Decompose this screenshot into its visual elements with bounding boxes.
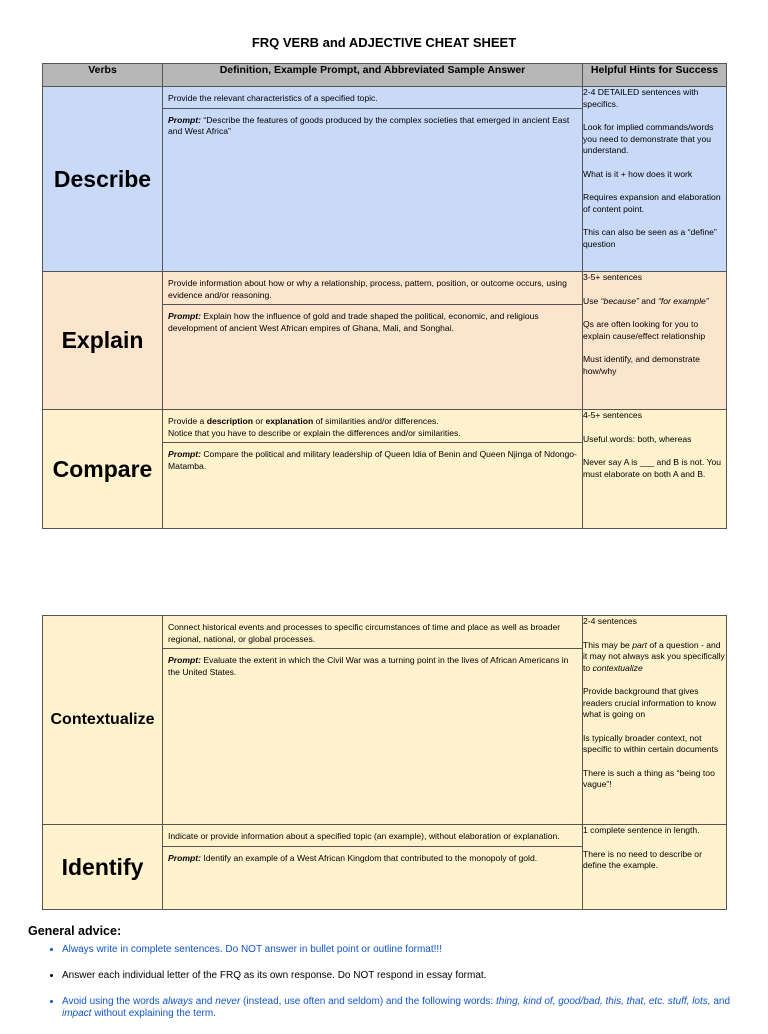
row-compare bbox=[43, 410, 727, 529]
header-hints: Helpful Hints for Success bbox=[583, 64, 727, 87]
hint-compare-1: 4-5+ sentences bbox=[583, 410, 643, 420]
hint-identify-2: There is no need to describe or define the example. bbox=[583, 848, 702, 870]
advice-list bbox=[28, 944, 748, 1020]
advice-text: and bbox=[710, 996, 731, 1007]
hints-identify bbox=[583, 825, 727, 910]
hint-identify-1: 1 complete sentence in length. bbox=[583, 825, 700, 835]
prompt-text-identify: Identify an example of a West African Kingdom that contributed to the monopoly of gold. bbox=[203, 852, 538, 863]
def-text: of similarities and/or differences. bbox=[313, 416, 439, 426]
header-verbs: Verbs bbox=[43, 64, 163, 87]
hint-for-example: “for example” bbox=[658, 295, 709, 306]
hint-text: of a question - and it may not always ask you specifically to bbox=[583, 639, 725, 673]
hints-describe bbox=[583, 87, 727, 272]
prompt-describe bbox=[163, 109, 582, 141]
row-explain bbox=[43, 272, 727, 410]
prompt-identify bbox=[163, 847, 582, 868]
def-text: or bbox=[253, 416, 266, 426]
prompt-text-describe: “Describe the features of goods produced by the complex societies that emerged in ancient East and West Africa” bbox=[168, 114, 570, 136]
hint-text: This may be bbox=[583, 639, 633, 650]
hint-compare-3: Never say A is ___ and B is not. You must elaborate on both A and B. bbox=[583, 457, 722, 479]
prompt-text-compare: Compare the political and military leadership of Queen Idia of Benin and Queen Njinga of Ndongo-Matamba. bbox=[168, 449, 577, 471]
hint-text: Use bbox=[583, 295, 601, 306]
hint-describe-4: Requires expansion and elaboration of content point. bbox=[583, 192, 721, 214]
hint-explain-3: Qs are often looking for you to explain cause/effect relationship bbox=[583, 319, 706, 341]
header-definition: Definition, Example Prompt, and Abbreviated Sample Answer bbox=[163, 64, 583, 87]
hints-compare bbox=[583, 410, 727, 529]
row-identify bbox=[43, 825, 727, 910]
prompt-contextualize bbox=[163, 649, 582, 681]
prompt-text-explain: Explain how the influence of gold and trade shaped the political, economic, and religious development of ancient West African empires of Ghana, Mali, and Songhai. bbox=[168, 311, 539, 333]
advice-text: (instead, use often and seldom) and the following words: bbox=[240, 996, 496, 1007]
advice-text: without explaining the term. bbox=[91, 1008, 216, 1019]
hint-part: part bbox=[632, 639, 648, 650]
hint-contextualize-2 bbox=[583, 640, 726, 675]
advice-heading: General advice: bbox=[28, 924, 122, 938]
hint-describe-3: What is it + how does it work bbox=[583, 168, 693, 179]
def-bold-explanation: explanation bbox=[265, 416, 314, 426]
advice-text: Avoid using the words bbox=[62, 996, 163, 1007]
advice-word-never: never bbox=[215, 996, 241, 1007]
prompt-label: Prompt: bbox=[168, 449, 201, 459]
hint-describe-2: Look for implied commands/words you need to demonstrate that you understand. bbox=[583, 122, 714, 155]
hints-contextualize bbox=[583, 616, 727, 825]
definition-cell-identify bbox=[163, 825, 583, 910]
advice-word-impact: impact bbox=[62, 1008, 92, 1019]
prompt-text-contextualize: Evaluate the extent in which the Civil War was a turning point in the lives of African Americans in the United States. bbox=[168, 655, 569, 677]
definition-describe: Provide the relevant characteristics of a specified topic. bbox=[163, 87, 582, 109]
definition-cell-compare bbox=[163, 410, 583, 529]
prompt-compare bbox=[163, 443, 582, 475]
verb-table-1 bbox=[42, 63, 727, 529]
prompt-label: Prompt: bbox=[168, 852, 201, 863]
hints-explain bbox=[583, 272, 727, 410]
advice-word-always: always bbox=[162, 996, 194, 1007]
row-contextualize bbox=[43, 616, 727, 825]
verb-compare: Compare bbox=[43, 410, 163, 529]
hint-contextualize-5: There is such a thing as “being too vague”! bbox=[583, 767, 715, 789]
verb-describe: Describe bbox=[43, 87, 163, 272]
advice-text: and bbox=[193, 996, 216, 1007]
def-bold-description: description bbox=[206, 416, 254, 426]
verb-contextualize: Contextualize bbox=[43, 616, 163, 825]
hint-contextualize-word: contextualize bbox=[592, 662, 643, 673]
page-title: FRQ VERB and ADJECTIVE CHEAT SHEET bbox=[251, 35, 517, 50]
hint-describe-1: 2-4 DETAILED sentences with specifics. bbox=[583, 87, 699, 109]
definition-cell-contextualize bbox=[163, 616, 583, 825]
advice-item-3 bbox=[62, 996, 748, 1020]
def-text-line2: Notice that you have to describe or explain the differences and/or similarities. bbox=[168, 427, 461, 438]
advice-words-list: thing, kind of, good/bad, this, that, etc. stuff, lots, bbox=[495, 996, 711, 1007]
definition-contextualize: Connect historical events and processes to specific circumstances of time and place as well as broader regional, national, or global processes. bbox=[163, 616, 582, 649]
hint-explain-1: 3-5+ sentences bbox=[583, 272, 643, 282]
verb-identify: Identify bbox=[43, 825, 163, 910]
table-header-row bbox=[43, 64, 727, 87]
advice-item-2: • Answer each individual letter of the FRQ as its own response. Do NOT respond in essay format. bbox=[62, 970, 748, 982]
hint-contextualize-1: 2-4 sentences bbox=[583, 616, 637, 626]
row-describe bbox=[43, 87, 727, 272]
general-advice bbox=[28, 924, 748, 1034]
prompt-label: Prompt: bbox=[168, 311, 201, 321]
prompt-label: Prompt: bbox=[168, 655, 201, 665]
definition-identify: Indicate or provide information about a specified topic (an example), without elaboration or explanation. bbox=[163, 825, 582, 847]
verb-table-2 bbox=[42, 615, 727, 910]
hint-contextualize-3: Provide background that gives readers crucial information to know what is going on bbox=[583, 686, 717, 719]
hint-because: “because” bbox=[600, 295, 639, 306]
hint-explain-4: Must identify, and demonstrate how/why bbox=[583, 354, 700, 376]
definition-cell-explain bbox=[163, 272, 583, 410]
hint-explain-2 bbox=[583, 296, 726, 308]
definition-cell-describe bbox=[163, 87, 583, 272]
def-text: Provide a bbox=[168, 416, 207, 426]
definition-compare bbox=[163, 410, 582, 443]
hint-text: and bbox=[638, 295, 659, 306]
prompt-explain bbox=[163, 305, 582, 337]
advice-item-1: • Always write in complete sentences. Do NOT answer in bullet point or outline format!!! bbox=[62, 944, 748, 956]
hint-describe-5: This can also be seen as a “define” question bbox=[583, 227, 717, 249]
prompt-label: Prompt: bbox=[168, 114, 201, 125]
hint-contextualize-4: Is typically broader context, not specific to within certain documents bbox=[583, 732, 719, 754]
hint-compare-2: Useful words: both, whereas bbox=[583, 433, 692, 444]
definition-explain: Provide information about how or why a relationship, process, pattern, position, or outcome occurs, using evidence and/or reasoning. bbox=[163, 272, 582, 305]
verb-explain: Explain bbox=[43, 272, 163, 410]
